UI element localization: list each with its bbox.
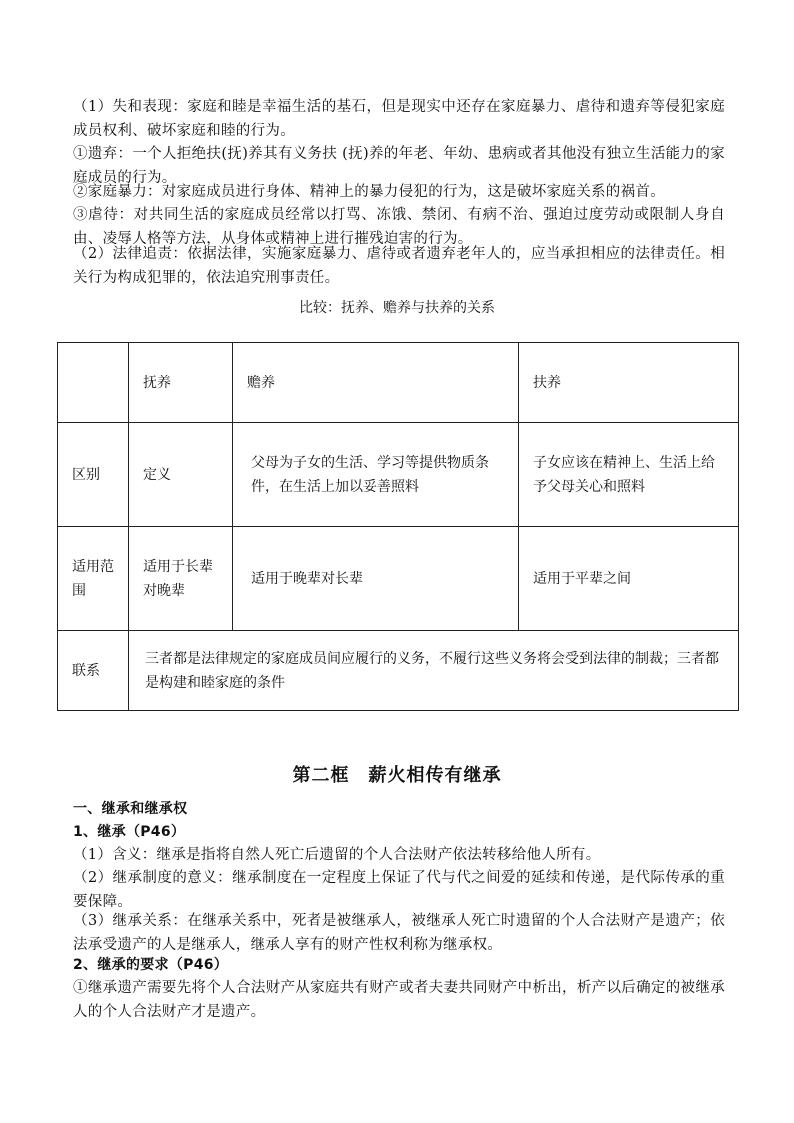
header-fuyang-raise: 抚养 [129,343,233,423]
cell-fuyang-definition: 子女应该在精神上、生活上给予父母关心和照料 [519,423,739,527]
table-caption: 比较：抚养、赡养与扶养的关系 [299,300,495,316]
paragraph-requirement-1: ①继承遗产需要先将个人合法财产从家庭共有财产或者夫妻共同财产中析出，析产以后确定的被继承人的个人合法财产才是遗产。 [73,980,725,1020]
paragraph-significance: （2）继承制度的意义：继承制度在一定程度上保证了代与代之间爱的延续和传递，是代际传承的重要保障。 [73,870,725,910]
heading-inheritance: 1、继承（P46） [73,824,186,840]
cell-link-text: 三者都是法律规定的家庭成员间应履行的义务，不履行这些义务将会受到法律的制裁；三者都是构建和睦家庭的条件 [129,631,739,711]
table-row-link [58,631,739,711]
paragraph-meaning: （1）含义：继承是指将自然人死亡后遗留的个人合法财产依法转移给他人所有。 [73,847,601,863]
table-row-scope [58,527,739,631]
heading-requirements: 2、继承的要求（P46） [73,957,229,973]
heading-inheritance-right: 一、继承和继承权 [73,801,188,817]
cell-shanyang-definition: 父母为子女的生活、学习等提供物质条件，在生活上加以妥善照料 [233,423,519,527]
header-empty-cell [58,343,129,423]
row-label-difference: 区别 [58,423,129,527]
cell-definition-label: 定义 [129,423,233,527]
table-row-difference [58,423,739,527]
comparison-table [57,342,739,711]
paragraph-discord: （1）失和表现：家庭和睦是幸福生活的基石，但是现实中还存在家庭暴力、虐待和遗弃等侵犯家庭成员权利、破坏家庭和睦的行为。 [73,99,725,139]
paragraph-legal-liability: （2）法律追责：依据法律，实施家庭暴力、虐待或者遗弃老年人的，应当承担相应的法律责任。相关行为构成犯罪的，依法追究刑事责任。 [73,246,725,286]
header-fuyang-support: 扶养 [519,343,739,423]
paragraph-relation: （3）继承关系：在继承关系中，死者是被继承人，被继承人死亡时遗留的个人合法财产是遗产；依法承受遗产的人是继承人，继承人享有的财产性权利称为继承权。 [73,913,725,953]
cell-scope-raise: 适用于长辈对晚辈 [129,527,233,631]
header-shanyang: 赡养 [233,343,519,423]
row-label-scope: 适用范围 [58,527,129,631]
paragraph-abuse: ③虐待：对共同生活的家庭成员经常以打骂、冻饿、禁闭、有病不治、强迫过度劳动或限制人身自由、凌辱人格等方法，从身体或精神上进行摧残迫害的行为。 [73,207,725,247]
table-header-row [58,343,739,423]
paragraph-domestic-violence: ②家庭暴力：对家庭成员进行身体、精神上的暴力侵犯的行为，这是破坏家庭关系的祸首。 [73,184,665,200]
cell-scope-shanyang: 适用于晚辈对长辈 [233,527,519,631]
cell-scope-support: 适用于平辈之间 [519,527,739,631]
section-title: 第二框 薪火相传有继承 [292,765,502,786]
paragraph-abandonment: ①遗弃：一个人拒绝扶(抚)养其有义务扶 (抚)养的年老、年幼、患病或者其他没有独立生活能力的家庭成员的行为。 [73,146,725,186]
row-label-link: 联系 [58,631,129,711]
